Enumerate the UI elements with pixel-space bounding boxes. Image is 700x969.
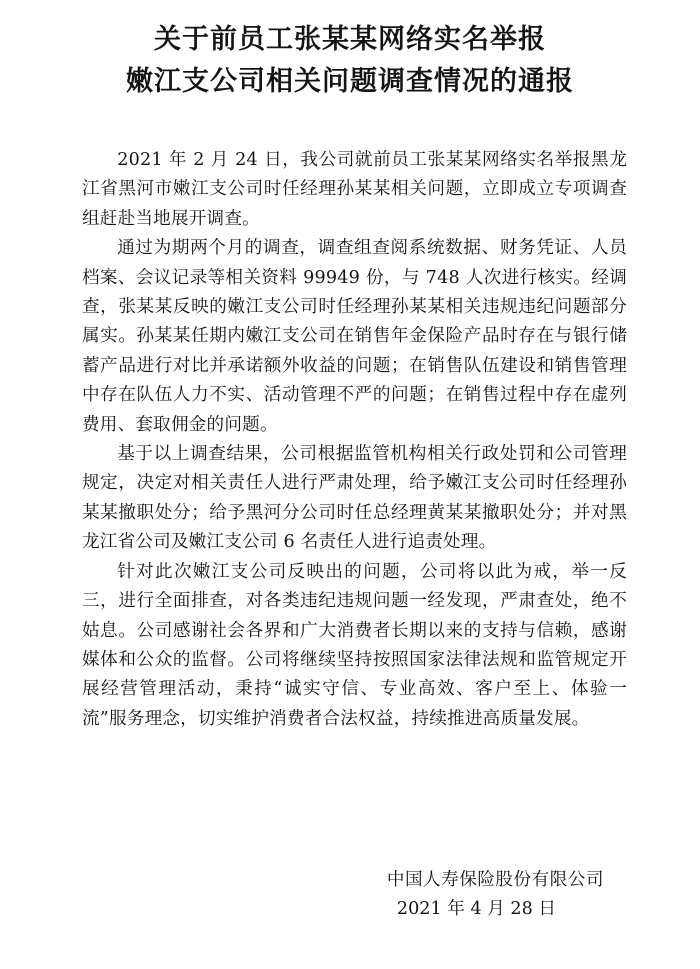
paragraph-3: 基于以上调查结果，公司根据监管机构相关行政处罚和公司管理规定，决定对相关责任人进行严肃处理，给予嫩江支公司时任经理孙某某撤职处分；给予黑河分公司时任总经理黄某某撤职处分；并对黑龙江省公司及嫩江支公司 6 名责任人进行追责处理。 bbox=[82, 444, 627, 553]
paragraph-4: 针对此次嫩江支公司反映出的问题，公司将以此为戒，举一反三，进行全面排查，对各类违纪违规问题一经发现，严肃查处，绝不姑息。公司感谢社会各界和广大消费者长期以来的支持与信赖，感谢媒体和公众的监督。公司将继续坚持按照国家法律法规和监管规定开展经营管理活动，秉持“诚实守信、专业高效、客户至上、体验一流”服务理念，切实维护消费者合法权益，持续推进高质量发展。 bbox=[82, 561, 627, 729]
signature-block bbox=[387, 866, 604, 925]
paragraph-2: 通过为期两个月的调查，调查组查阅系统数据、财务凭证、人员档案、会议记录等相关资料 99949 份，与 748 人次进行核实。经调查，张某某反映的嫩江支公司时任经理孙某某相关违规违纪问题部分属实。孙某某任期内嫩江支公司在销售年金保险产品时存在与银行储蓄产品进行对比并承诺额外收益的问题；在销售队伍建设和销售管理中存在队伍人力不实、活动管理不严的问题；在销售过程中存在虚列费用、套取佣金的问题。 bbox=[82, 238, 627, 435]
signature-company: 中国人寿保险股份有限公司 bbox=[386, 870, 604, 890]
signature-date: 2021 年 4 月 28 日 bbox=[396, 899, 556, 920]
paragraph-1: 2021 年 2 月 24 日，我公司就前员工张某某网络实名举报黑龙江省黑河市嫩江支公司时任经理孙某某相关问题，立即成立专项调查组赶赴当地展开调查。 bbox=[82, 150, 627, 229]
document-title-line-1: 关于前员工张某某网络实名举报 bbox=[154, 24, 546, 55]
document-body bbox=[82, 146, 627, 734]
document-title-line-2: 嫩江支公司相关问题调查情况的通报 bbox=[126, 66, 574, 97]
